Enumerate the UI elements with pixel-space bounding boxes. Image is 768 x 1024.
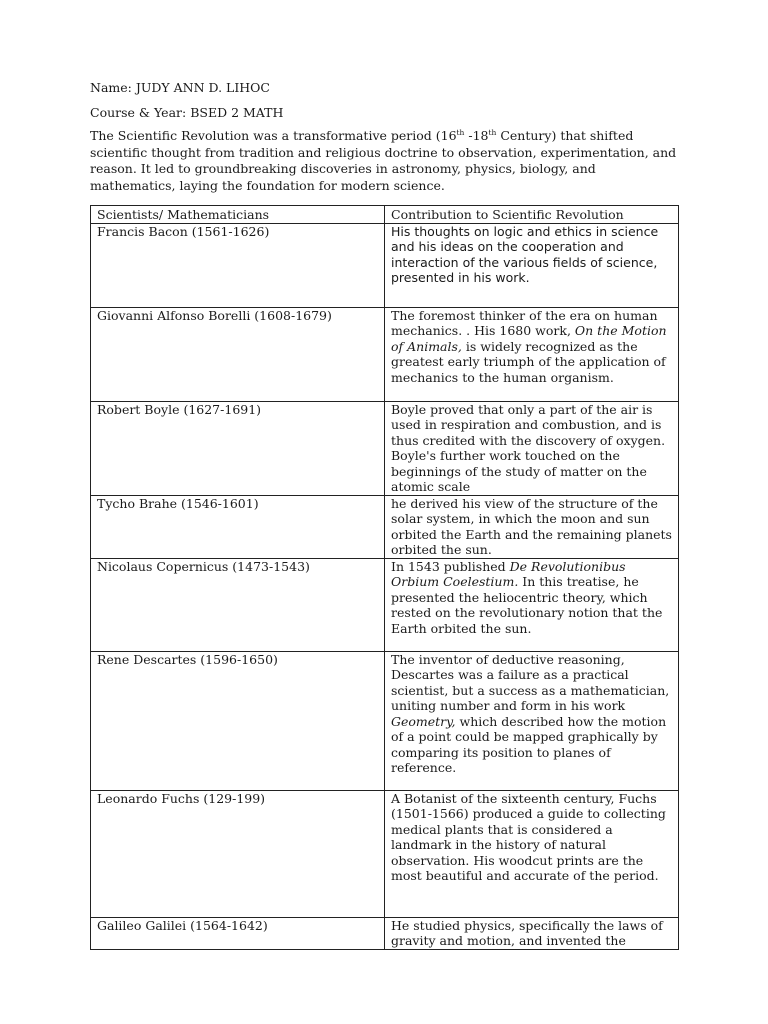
table-row bbox=[91, 651, 679, 790]
scientist-cell: Rene Descartes (1596-1650) bbox=[91, 651, 385, 790]
scientist-cell: Leonardo Fuchs (129-199) bbox=[91, 790, 385, 917]
table-row bbox=[91, 307, 679, 401]
contribution-text: The inventor of deductive reasoning, Descartes was a failure as a practical scientist, but a success as a mathematician, uniting number and form in his work bbox=[391, 651, 670, 713]
scientist-cell: Robert Boyle (1627-1691) bbox=[91, 401, 385, 495]
intro-text-3: Century) that shifted scientific thought from tradition and religious doctrine to observation, experimentation, and reason. It led to groundbreaking discoveries in astronomy, physics, biology, and mathematics, laying the foundation for modern science. bbox=[90, 128, 677, 193]
intro-paragraph bbox=[90, 128, 680, 194]
student-name-line bbox=[90, 80, 270, 96]
contribution-cell bbox=[385, 307, 679, 401]
intro-text-2: -18 bbox=[464, 128, 489, 143]
table-header-row bbox=[91, 206, 679, 224]
name-label: Name: bbox=[90, 80, 132, 95]
contribution-cell bbox=[385, 651, 679, 790]
work-title: Geometry, bbox=[391, 713, 456, 729]
contribution-text: is widely recognized as the greatest early triumph of the application of mechanics to the human organism. bbox=[391, 338, 666, 385]
course-label: Course & Year: bbox=[90, 105, 187, 120]
header-scientists: Scientists/ Mathematicians bbox=[91, 206, 385, 224]
scientist-cell: Giovanni Alfonso Borelli (1608-1679) bbox=[91, 307, 385, 401]
intro-sup-1: th bbox=[456, 128, 465, 137]
contribution-text: which described how the motion of a point could be mapped graphically by comparing its position to planes of reference. bbox=[391, 713, 667, 775]
table-row bbox=[91, 223, 679, 307]
intro-text-1: The Scientific Revolution was a transformative period (16 bbox=[90, 128, 457, 143]
work-title: On the Motion of Animals, bbox=[391, 323, 667, 354]
contribution-cell: A Botanist of the sixteenth century, Fuchs (1501-1566) produced a guide to collecting medical plants that is considered a landmark in the history of natural observation. His woodcut prints are the most beautiful and accurate of the period. bbox=[385, 790, 679, 917]
name-value: JUDY ANN D. LIHOC bbox=[135, 80, 270, 95]
table-row bbox=[91, 790, 679, 917]
scientists-table bbox=[90, 205, 679, 950]
table-row bbox=[91, 401, 679, 495]
contribution-text: In 1543 published bbox=[391, 558, 510, 574]
contribution-cell: he derived his view of the structure of the solar system, in which the moon and sun orbited the Earth and the remaining planets orbited the sun. bbox=[385, 495, 679, 558]
contribution-cell: He studied physics, specifically the laws of gravity and motion, and invented the bbox=[385, 917, 679, 949]
table-row bbox=[91, 917, 679, 949]
header-contribution: Contribution to Scientific Revolution bbox=[385, 206, 679, 224]
table-row bbox=[91, 558, 679, 651]
course-value: BSED 2 MATH bbox=[190, 105, 284, 120]
table-row bbox=[91, 495, 679, 558]
contribution-text: In this treatise, he presented the heliocentric theory, which rested on the revolutionary notion that the Earth orbited the sun. bbox=[391, 574, 663, 636]
scientist-cell: Tycho Brahe (1546-1601) bbox=[91, 495, 385, 558]
contribution-cell: His thoughts on logic and ethics in science and his ideas on the cooperation and interaction of the various fields of science, presented in his work. bbox=[385, 223, 679, 307]
intro-sup-2: th bbox=[488, 128, 497, 137]
course-year-line bbox=[90, 105, 283, 121]
scientist-cell: Francis Bacon (1561-1626) bbox=[91, 223, 385, 307]
work-title: De Revolutionibus Orbium Coelestium. bbox=[391, 558, 626, 589]
scientist-cell: Galileo Galilei (1564-1642) bbox=[91, 917, 385, 949]
contribution-text: The foremost thinker of the era on human mechanics. . His 1680 work, bbox=[391, 307, 658, 338]
scientist-cell: Nicolaus Copernicus (1473-1543) bbox=[91, 558, 385, 651]
contribution-cell: Boyle proved that only a part of the air is used in respiration and combustion, and is thus credited with the discovery of oxygen. Boyle's further work touched on the beginnings of the study of matter on the atomic scale bbox=[385, 401, 679, 495]
contribution-cell bbox=[385, 558, 679, 651]
